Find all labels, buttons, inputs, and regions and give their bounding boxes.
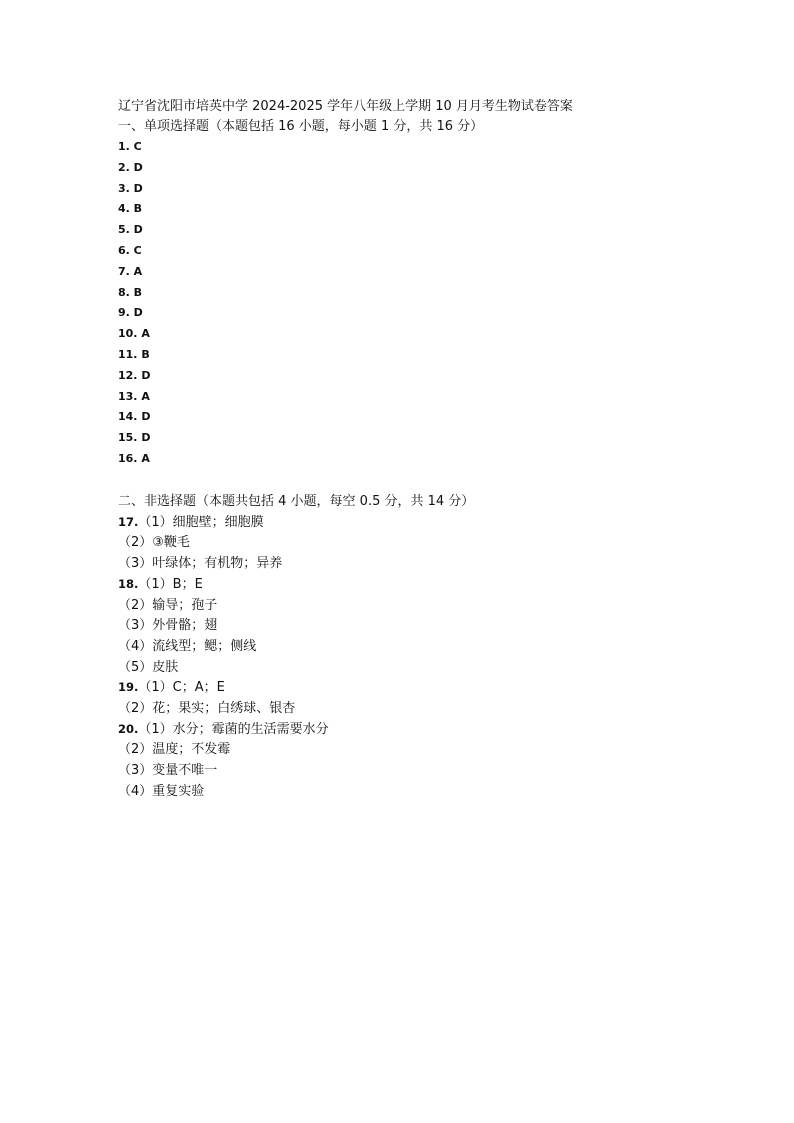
question-number: 17.	[118, 514, 139, 529]
answer-text: （2）输导；孢子	[118, 597, 218, 613]
answer-text: （1）C；A；E	[138, 680, 225, 696]
multiple-choice-answers	[118, 137, 758, 470]
answer-line	[118, 512, 758, 533]
answer-line	[118, 781, 758, 802]
answer-line	[118, 532, 758, 553]
answer-item: 5. D	[118, 223, 143, 237]
answer-item: 3. D	[118, 181, 143, 195]
answer-text: （1）水分；霉菌的生活需要水分	[138, 721, 329, 737]
answer-text: （5）皮肤	[118, 659, 179, 675]
answer-item: 15. D	[118, 431, 151, 445]
answer-text: （2）花；果实；白绣球、银杏	[118, 700, 296, 716]
answer-text: （4）流线型；鳃；侧线	[118, 638, 257, 654]
answer-line	[118, 595, 758, 616]
answer-text: （2）温度；不发霉	[118, 742, 231, 758]
answer-line	[118, 719, 758, 740]
answer-line	[118, 636, 758, 657]
answer-item: 14. D	[118, 410, 151, 424]
answer-item: 7. A	[118, 264, 143, 278]
section2-heading: 二、非选择题（本题共包括 4 小题，每空 0.5 分，共 14 分）	[118, 493, 475, 509]
answer-line	[118, 574, 758, 595]
answer-text: （4）重复实验	[118, 783, 205, 799]
answer-line	[118, 739, 758, 760]
answer-item: 8. B	[118, 285, 143, 299]
answer-item: 16. A	[118, 451, 150, 465]
non-choice-answers	[118, 512, 758, 802]
answer-line	[118, 698, 758, 719]
answer-text: （1）B；E	[138, 576, 203, 592]
section1-heading: 一、单项选择题（本题包括 16 小题，每小题 1 分，共 16 分）	[118, 119, 484, 134]
answer-document	[118, 97, 758, 801]
answer-item: 13. A	[118, 389, 150, 403]
answer-item: 10. A	[118, 327, 150, 341]
answer-item: 9. D	[118, 306, 143, 320]
answer-line	[118, 615, 758, 636]
answer-text: （3）外骨骼；翅	[118, 618, 218, 634]
answer-item: 4. B	[118, 202, 143, 216]
answer-line	[118, 760, 758, 781]
answer-item: 6. C	[118, 243, 142, 257]
question-number: 20.	[118, 721, 139, 736]
answer-text: （3）变量不唯一	[118, 763, 218, 778]
question-number: 19.	[118, 680, 139, 695]
answer-item: 12. D	[118, 368, 151, 382]
answer-text: （1）细胞壁；细胞膜	[138, 514, 264, 530]
answer-line	[118, 553, 758, 574]
answer-item: 1. C	[118, 140, 142, 153]
answer-item: 11. B	[118, 347, 150, 361]
document-title: 辽宁省沈阳市培英中学 2024-2025 学年八年级上学期 10 月月考生物试卷答案	[118, 99, 573, 114]
answer-text: （3）叶绿体；有机物；异养	[118, 556, 283, 572]
answer-line	[118, 677, 758, 698]
question-number: 18.	[118, 576, 139, 591]
answer-item: 2. D	[118, 160, 143, 174]
answer-text: （2）③鞭毛	[118, 535, 190, 551]
section-spacer	[118, 470, 758, 492]
answer-line	[118, 657, 758, 678]
